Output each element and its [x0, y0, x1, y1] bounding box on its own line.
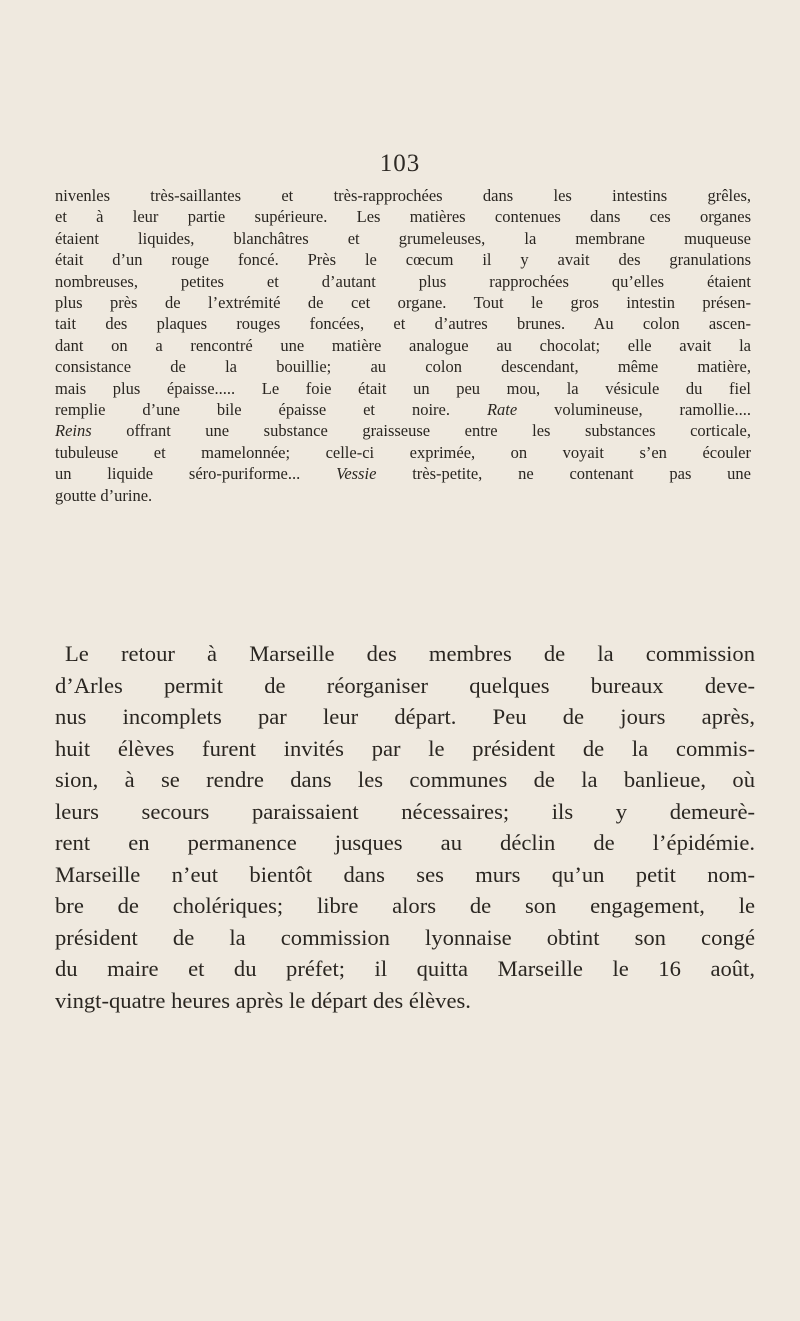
paragraph-line: vingt-quatre heures après le départ des élèves. — [55, 987, 471, 1013]
paragraph-line: leurs secours paraissaient nécessaires; ils y demeurè- — [55, 798, 755, 824]
paragraph-line: du maire et du préfet; il quitta Marseille le 16 août, — [55, 956, 755, 981]
notes-line: était d’un rouge foncé. Près le cœcum il y avait des granulations — [55, 250, 751, 270]
notes-line: Reins offrant une substance graisseuse entre les substances corticale, — [55, 421, 751, 441]
paragraph-line: Marseille n’eut bientôt dans ses murs qu’un petit nom- — [55, 861, 755, 887]
notes-line: tubuleuse et mamelonnée; celle-ci exprimée, on voyait s’en écouler — [55, 442, 751, 462]
page-number: 103 — [379, 150, 421, 177]
notes-line: dant on a rencontré une matière analogue au chocolat; elle avait la — [55, 335, 751, 355]
notes-line: étaient liquides, blanchâtres et grumeleuses, la membrane muqueuse — [55, 228, 751, 248]
notes-line: remplie d’une bile épaisse et noire. Rate volumineuse, ramollie.... — [55, 400, 751, 420]
notes-line: tait des plaques rouges foncées, et d’autres brunes. Au colon ascen- — [55, 314, 751, 334]
paragraph-line: Le retour à Marseille des membres de la commission — [65, 641, 755, 666]
notes-line: mais plus épaisse..... Le foie était un peu mou, la vésicule du fiel — [55, 378, 751, 398]
paragraph-line: président de la commission lyonnaise obtint son congé — [55, 924, 755, 950]
notes-line: et à leur partie supérieure. Les matières contenues dans ces organes — [55, 207, 751, 227]
paragraph-line: huit élèves furent invités par le président de la commis- — [55, 735, 755, 761]
paragraph-line: nus incomplets par leur départ. Peu de jours après, — [55, 704, 755, 729]
notes-line: nombreuses, petites et d’autant plus rapprochées qu’elles étaient — [55, 271, 751, 291]
notes-line: un liquide séro-puriforme... Vessie très-petite, ne contenant pas une — [55, 464, 751, 484]
autopsy-notes — [55, 185, 751, 506]
paragraph-line: rent en permanence jusques au déclin de l’épidémie. — [55, 830, 755, 855]
main-paragraph — [55, 638, 755, 1016]
notes-line: consistance de la bouillie; au colon descendant, même matière, — [55, 357, 751, 377]
notes-line: goutte d’urine. — [55, 485, 153, 505]
paragraph-line: sion, à se rendre dans les communes de la banlieue, où — [55, 767, 755, 792]
notes-line: plus près de l’extrémité de cet organe. Tout le gros intestin présen- — [55, 293, 751, 313]
paragraph-line: d’Arles permit de réorganiser quelques bureaux deve- — [55, 672, 755, 698]
notes-line: nivenles très-saillantes et très-rapprochées dans les intestins grêles, — [55, 186, 751, 205]
paragraph-line: bre de cholériques; libre alors de son engagement, le — [55, 893, 755, 918]
